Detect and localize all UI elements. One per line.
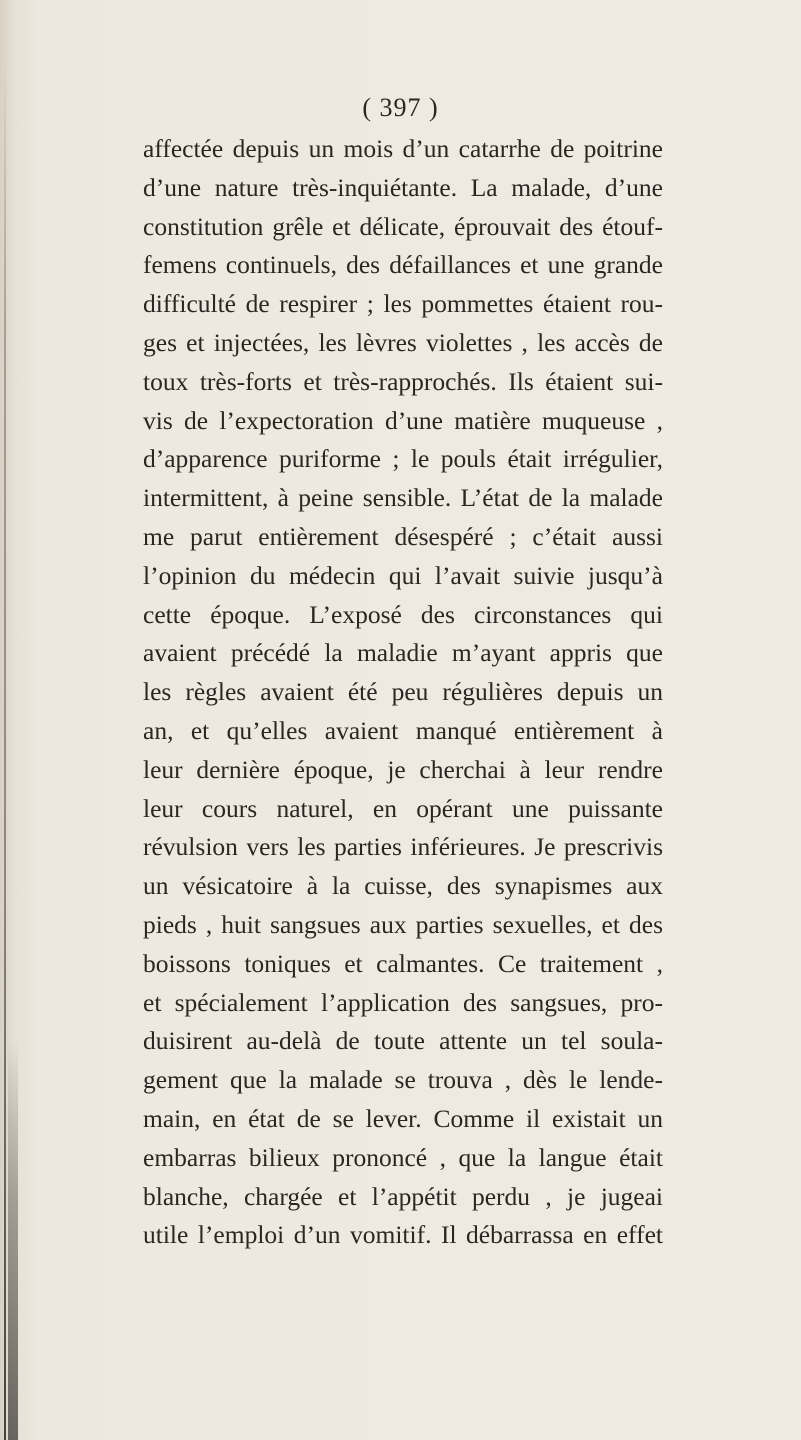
text-line: duisirent au-delà de toute attente un tel soula- <box>143 1026 663 1056</box>
text-line: d’une nature très-inquiétante. La malade, d’une <box>143 172 663 202</box>
text-line: pieds , huit sangsues aux parties sexuelles, et des <box>143 909 663 939</box>
page-number: ( 397 ) <box>362 93 439 122</box>
text-line: an, et qu’elles avaient manqué entièrement à <box>143 715 663 745</box>
text-line: toux très-forts et très-rapprochés. Ils étaient sui- <box>143 366 663 396</box>
text-line: et spécialement l’application des sangsues, pro- <box>143 987 663 1017</box>
page-gutter-edge <box>4 60 6 1440</box>
text-line: l’opinion du médecin qui l’avait suivie jusqu’à <box>143 560 663 590</box>
text-line: intermittent, à peine sensible. L’état de la malade <box>143 483 663 513</box>
text-line: un vésicatoire à la cuisse, des synapismes aux <box>143 871 663 901</box>
text-line: utile l’emploi d’un vomitif. Il débarrassa en effet <box>143 1220 663 1250</box>
text-line: difficulté de respirer ; les pommettes étaient rou- <box>143 289 663 319</box>
text-line: blanche, chargée et l’appétit perdu , je jugeai <box>143 1181 663 1211</box>
text-line: affectée depuis un mois d’un catarrhe de poitrine <box>143 134 663 163</box>
page-binding-shadow <box>8 1040 18 1440</box>
text-line: cette époque. L’exposé des circonstances qui <box>143 599 663 629</box>
text-line: ges et injectées, les lèvres violettes , les accès de <box>143 327 663 357</box>
text-line: femens continuels, des défaillances et une grande <box>143 250 663 280</box>
text-line: gement que la malade se trouva , dès le lende- <box>143 1065 663 1095</box>
text-line: embarras bilieux prononcé , que la langue était <box>143 1142 663 1172</box>
text-line: me parut entièrement désespéré ; c’était aussi <box>143 521 663 551</box>
text-line: d’apparence puriforme ; le pouls était irrégulier, <box>143 444 663 474</box>
text-line: leur dernière époque, je cherchai à leur rendre <box>143 754 663 784</box>
body-text <box>143 130 663 1255</box>
text-line: constitution grêle et délicate, éprouvait des étouf- <box>143 211 663 241</box>
text-line: main, en état de se lever. Comme il existait un <box>143 1103 663 1133</box>
text-line: les règles avaient été peu régulières depuis un <box>143 677 663 707</box>
text-line: boissons toniques et calmantes. Ce traitement , <box>143 948 663 978</box>
text-line: vis de l’expectoration d’une matière muqueuse , <box>143 405 663 435</box>
text-line: leur cours naturel, en opérant une puissante <box>143 793 663 823</box>
text-line: révulsion vers les parties inférieures. Je prescrivis <box>143 832 663 862</box>
text-line: avaient précédé la maladie m’ayant appris que <box>143 638 663 668</box>
